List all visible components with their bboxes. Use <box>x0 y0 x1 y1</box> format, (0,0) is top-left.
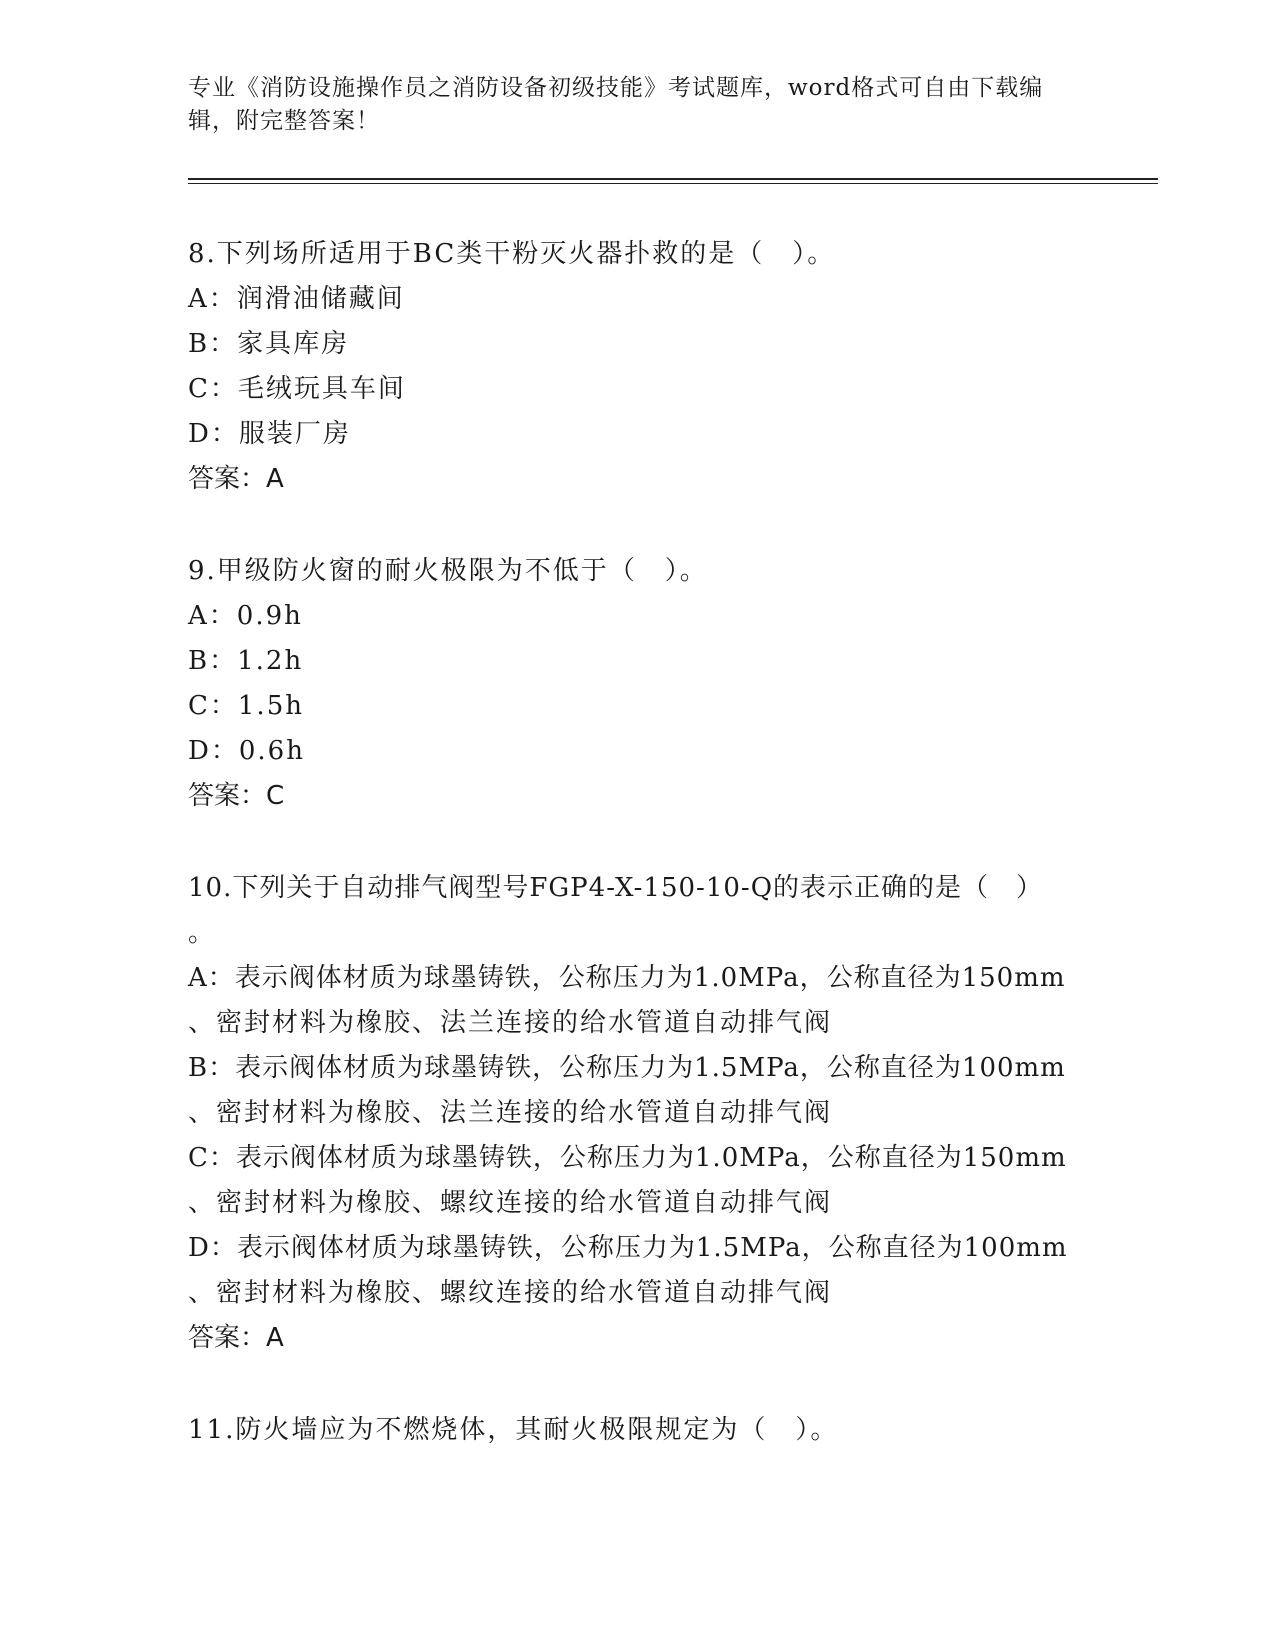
header-line-1: 专业《消防设施操作员之消防设备初级技能》考试题库，word格式可自由下载编 <box>188 75 1044 101</box>
question-8-option-b: B：家具库房 <box>188 329 350 359</box>
question-10-option-c-line-1: C：表示阀体材质为球墨铸铁，公称压力为1.0MPa，公称直径为150mm <box>188 1143 1067 1173</box>
header-divider-thin <box>188 183 1158 184</box>
question-10-option-d-line-2: 、密封材料为橡胶、螺纹连接的给水管道自动排气阀 <box>188 1278 833 1308</box>
question-11-stem: 11.防火墙应为不燃烧体，其耐火极限规定为（ ）。 <box>188 1415 839 1445</box>
question-9-option-b: B：1.2h <box>188 646 304 676</box>
question-10-stem-line-1: 10.下列关于自动排气阀型号FGP4-X-150-10-Q的表示正确的是（ ） <box>188 873 1044 903</box>
question-8-stem: 8.下列场所适用于BC类干粉灭火器扑救的是（ ）。 <box>188 239 836 269</box>
question-9-option-d: D：0.6h <box>188 736 305 766</box>
question-10-option-b-line-2: 、密封材料为橡胶、法兰连接的给水管道自动排气阀 <box>188 1098 833 1128</box>
question-9-option-c: C：1.5h <box>188 691 304 721</box>
question-9-option-a: A：0.9h <box>188 601 303 631</box>
question-10-option-d-line-1: D：表示阀体材质为球墨铸铁，公称压力为1.5MPa，公称直径为100mm <box>188 1233 1068 1263</box>
document-header <box>188 72 1088 138</box>
question-9-stem: 9.甲级防火窗的耐火极限为不低于（ ）。 <box>188 556 708 586</box>
question-8-answer: 答案：A <box>188 464 284 494</box>
question-10-option-b-line-1: B：表示阀体材质为球墨铸铁，公称压力为1.5MPa，公称直径为100mm <box>188 1053 1066 1083</box>
question-9-answer: 答案：C <box>188 781 285 811</box>
header-divider-thick <box>188 178 1158 180</box>
header-line-2: 辑，附完整答案！ <box>188 108 380 134</box>
question-8-option-a: A：润滑油储藏间 <box>188 284 405 314</box>
question-8-option-d: D：服装厂房 <box>188 419 351 449</box>
question-10-answer: 答案：A <box>188 1323 284 1353</box>
question-10-option-c-line-2: 、密封材料为橡胶、螺纹连接的给水管道自动排气阀 <box>188 1188 833 1218</box>
question-10-option-a-line-2: 、密封材料为橡胶、法兰连接的给水管道自动排气阀 <box>188 1008 833 1038</box>
question-10-stem-line-2: 。 <box>188 918 217 948</box>
question-10-option-a-line-1: A：表示阀体材质为球墨铸铁，公称压力为1.0MPa，公称直径为150mm <box>188 963 1066 993</box>
question-8-option-c: C：毛绒玩具车间 <box>188 374 406 404</box>
